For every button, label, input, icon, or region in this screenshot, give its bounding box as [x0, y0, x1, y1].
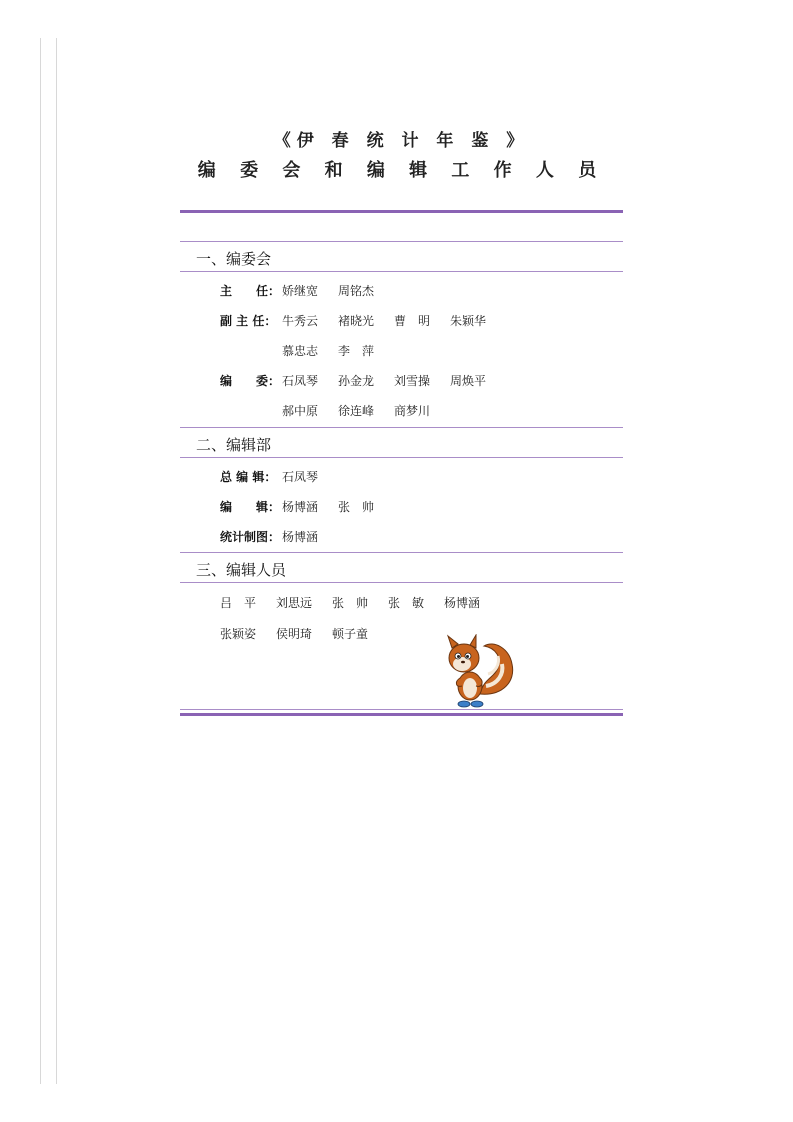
section-rule	[180, 271, 623, 272]
section-rule	[180, 427, 623, 428]
person-name: 张 帅	[338, 500, 375, 514]
person-name: 张 敏	[388, 596, 425, 610]
person-name: 曹 明	[394, 314, 431, 328]
squirrel-mascot-icon	[440, 634, 520, 710]
section-heading-editorial: 二、编辑部	[196, 436, 272, 454]
section-heading-staff: 三、编辑人员	[196, 561, 287, 579]
section-heading-committee: 一、编委会	[196, 250, 272, 268]
top-rule	[180, 210, 623, 213]
person-name: 刘雪操	[394, 374, 431, 388]
person-name: 娇继宽	[282, 284, 319, 298]
yearbook-title: 《伊 春 统 计 年 鉴 》	[273, 131, 530, 151]
person-name: 吕 平	[220, 596, 257, 610]
page-gutter-line	[56, 38, 57, 1084]
row-label: 统计制图：	[220, 530, 281, 544]
person-name: 李 萍	[338, 344, 375, 358]
person-name: 徐连峰	[338, 404, 375, 418]
row-label: 主 任：	[220, 284, 281, 298]
person-name: 牛秀云	[282, 314, 319, 328]
person-name: 褚晓光	[338, 314, 375, 328]
row-label: 编 辑：	[220, 500, 281, 514]
section-rule	[180, 552, 623, 553]
person-name: 石凤琴	[282, 374, 319, 388]
person-name: 朱颖华	[450, 314, 487, 328]
person-name: 孙金龙	[338, 374, 375, 388]
staff-title: 编 委 会 和 编 辑 工 作 人 员	[197, 160, 606, 181]
person-name: 郝中原	[282, 404, 319, 418]
section-rule	[180, 241, 623, 242]
person-name: 慕忠志	[282, 344, 319, 358]
page-gutter-line	[40, 38, 41, 1084]
person-name: 周焕平	[450, 374, 487, 388]
person-name: 顿子童	[332, 627, 369, 641]
row-label: 总 编 辑：	[220, 470, 277, 484]
person-name: 杨博涵	[282, 530, 319, 544]
person-name: 石凤琴	[282, 470, 319, 484]
row-label: 副 主 任：	[220, 314, 277, 328]
person-name: 张颖姿	[220, 627, 257, 641]
section-rule	[180, 457, 623, 458]
person-name: 张 帅	[332, 596, 369, 610]
person-name: 商梦川	[394, 404, 431, 418]
bottom-rule	[180, 709, 623, 710]
section-rule	[180, 582, 623, 583]
person-name: 侯明琦	[276, 627, 313, 641]
person-name: 杨博涵	[444, 596, 481, 610]
person-name: 刘思远	[276, 596, 313, 610]
bottom-rule-thick	[180, 713, 623, 716]
row-label: 编 委：	[220, 374, 281, 388]
person-name: 杨博涵	[282, 500, 319, 514]
person-name: 周铭杰	[338, 284, 375, 298]
